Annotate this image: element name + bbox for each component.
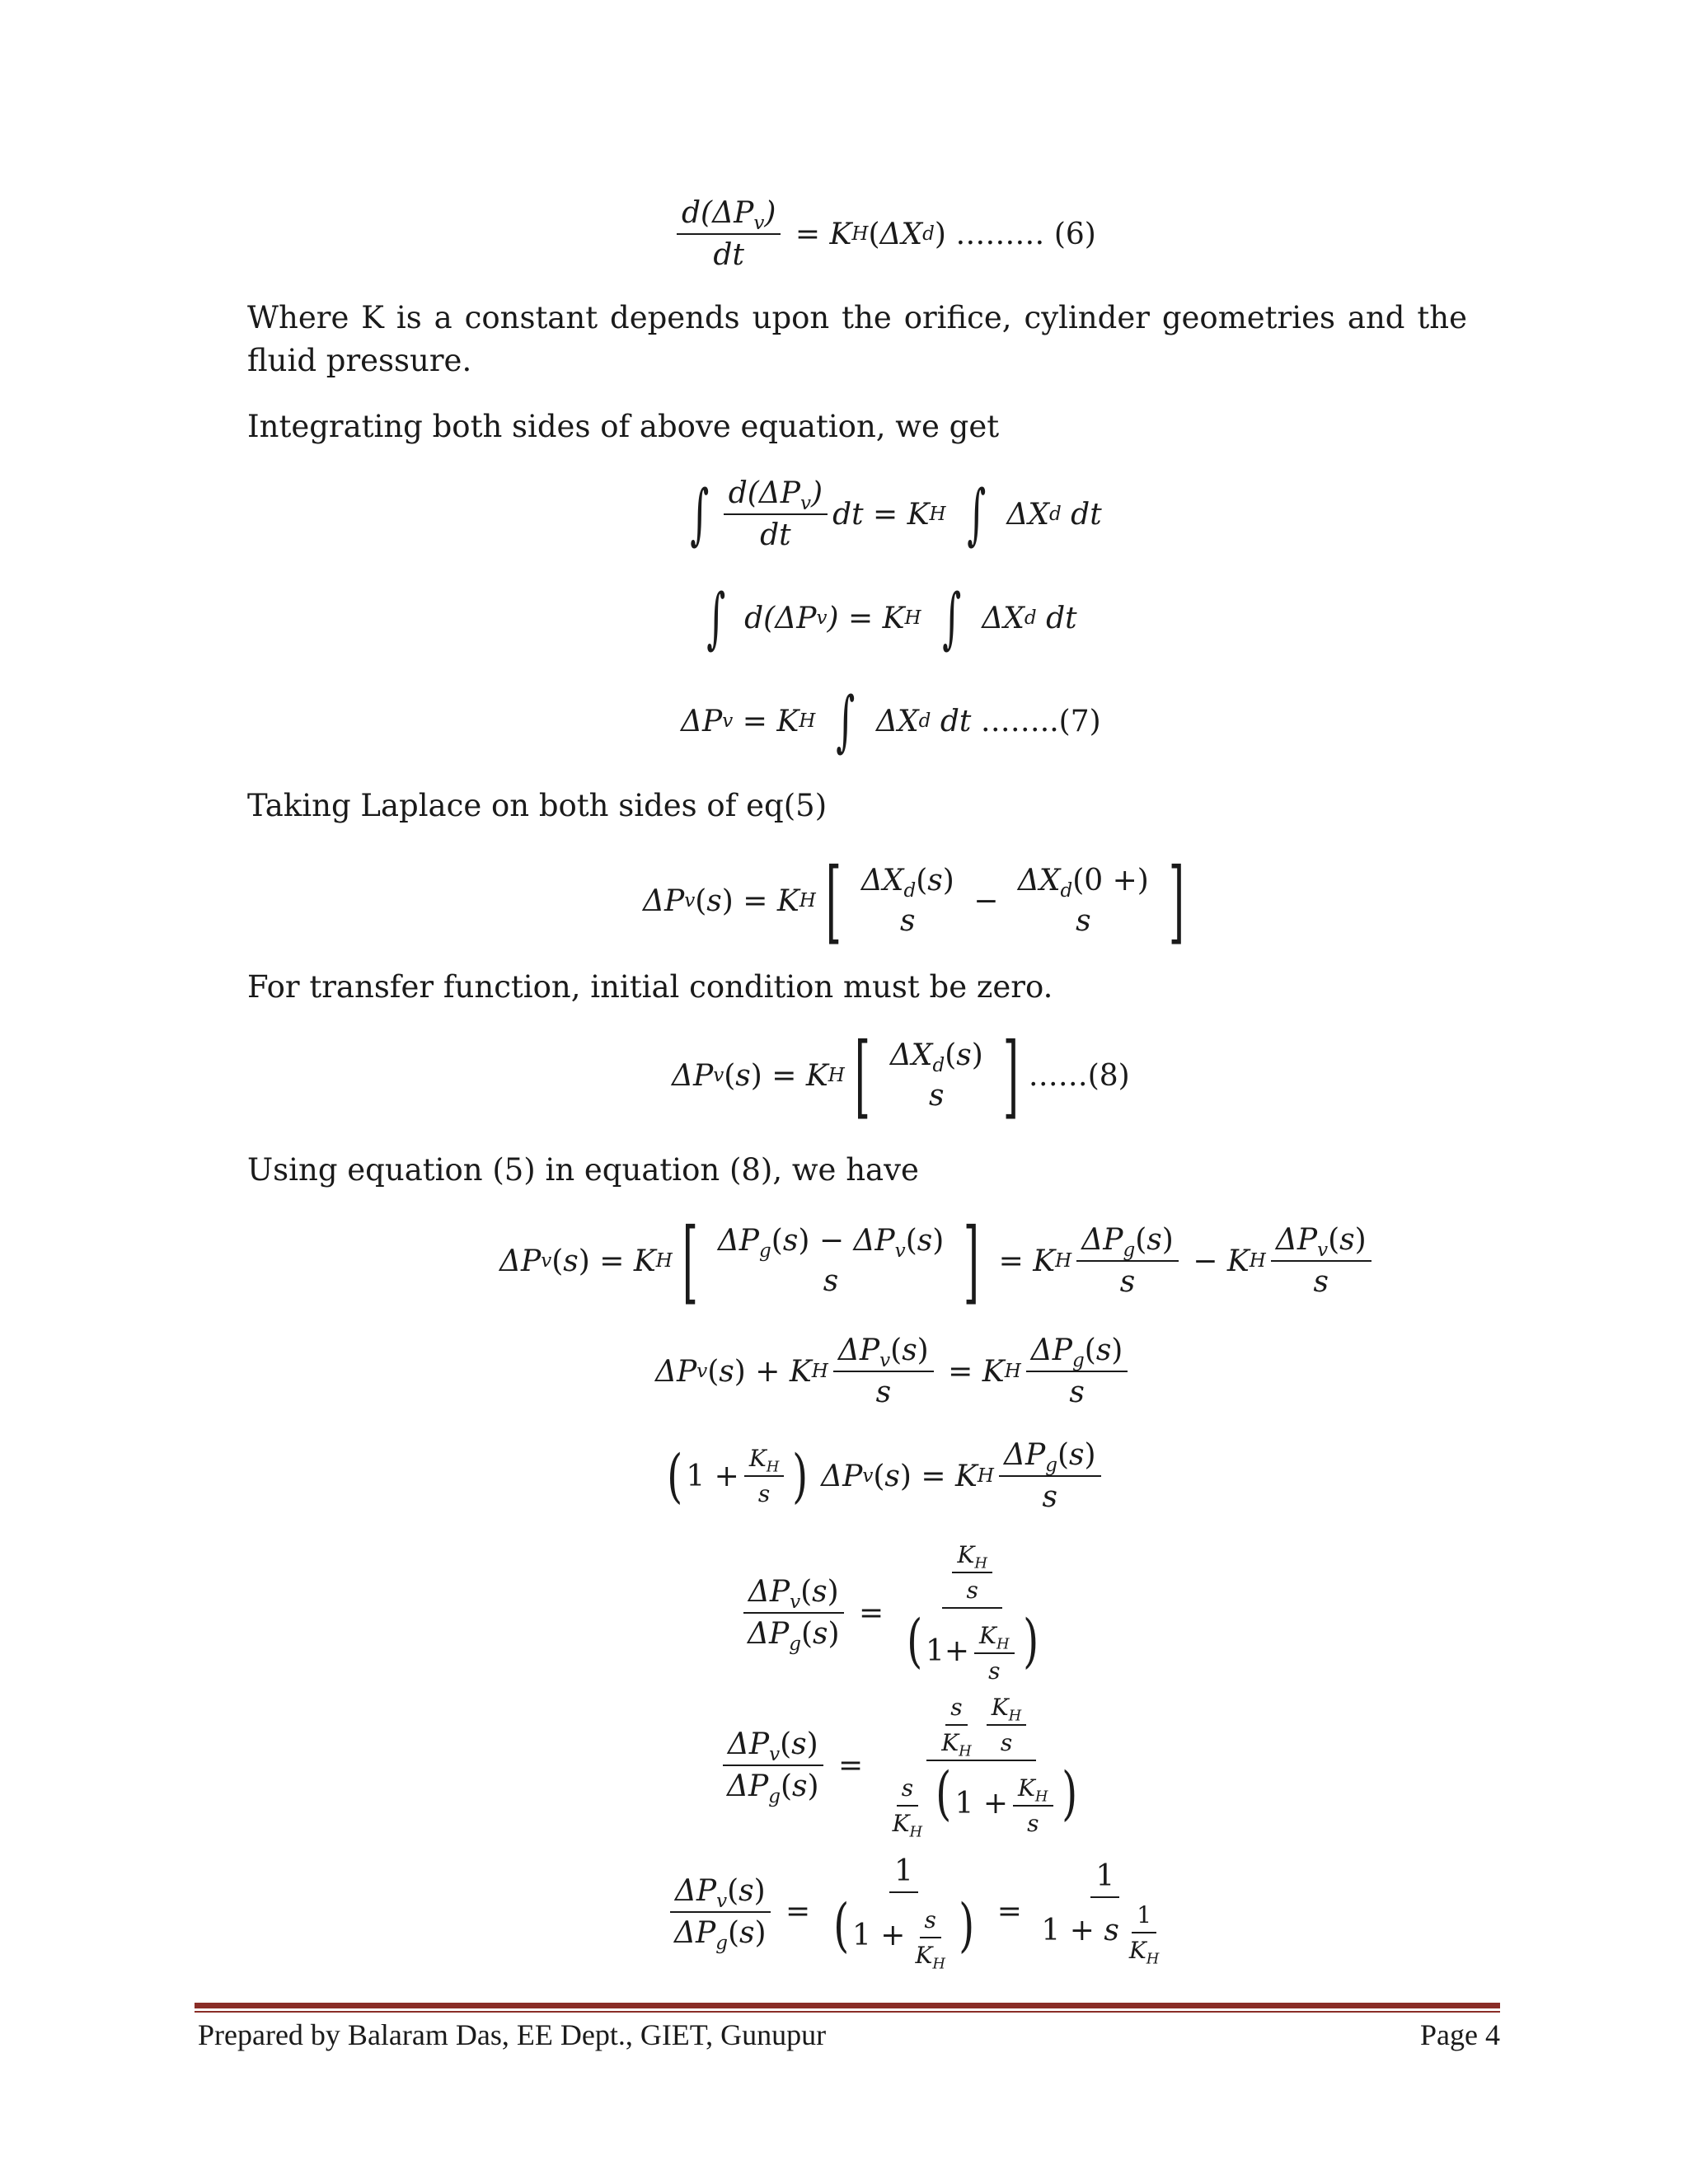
final-transfer-function: $\frac{\Delta P_v(s)}{\Delta P_g(s)}$ = 1 ( 1 + $\frac{s}{K_H}$ ) = 1 1 + s $\frac{1}{K_H}$ [664,1854,1179,1969]
rearranged-equation: ( 1 + $\frac{K_H}{s}$ ) ΔP v ( s ) = K H $\frac{\Delta P_g(s)}{s}$ [663,1438,1106,1514]
equation-tag: ……(8) [1028,1058,1130,1093]
footer-rule [195,2003,1500,2008]
transfer-function-step: $\frac{\Delta P_v(s)}{\Delta P_g(s)}$ = $\frac{s}{K_H}$ $\frac{K_H}{s}$ $\frac{s}{K_H}$ ( 1 + $\frac{K_H}{s}$ ) [717,1694,1090,1837]
equation-tag: ……… (6) [955,217,1096,251]
equation-6: $\frac{d(\Delta P_v)}{dt}$ = K H ( ΔX d ) ……… (6) [672,196,1096,272]
footer-author: Prepared by Balaram Das, EE Dept., GIET, Gunupur [198,2018,827,2051]
equation-8: ΔP v ( s ) = K H [ $\Delta X_d(s)$ s ] ……(8) [672,1023,1130,1128]
laplace-equation: ΔP v ( s ) = K H [ $\Delta X_d(s)$ s − $\Delta X_d(0$ +) s ] [643,848,1184,954]
equation-tag: ……..(7) [980,704,1101,738]
paragraph: Taking Laplace on both sides of eq(5) [247,788,828,823]
substitution-equation: ΔP v ( s ) = K H [ $\Delta P_g(s) - \Delta P_v(s)$ s ] = K H $\frac{\Delta P_g(s)}{s}$ − K H $\frac{\Delta P_v(s)}{s}$ [499,1216,1376,1306]
integral-equation: ∫ d(ΔP v ) = K H ∫ ΔX d dt [706,579,1077,656]
paragraph: Where K is a constant depends upon the orifice, cylinder geometries and the fluid pressure. [247,300,1467,378]
page-number: Page 4 [1420,2018,1500,2051]
fraction: $\frac{d(\Delta P_v)}{dt}$ [677,196,781,272]
rearranged-equation: ΔP v ( s ) + K H $\frac{\Delta P_v(s)}{s}$ = K H $\frac{\Delta P_g(s)}{s}$ [655,1333,1132,1409]
footer-rule-thin [195,2011,1500,2013]
transfer-function-step: $\frac{\Delta P_v(s)}{\Delta P_g(s)}$ = $\frac{K_H}{s}$ ( 1+ $\frac{K_H}{s}$ ) [738,1541,1052,1685]
paragraph: For transfer function, initial condition must be zero. [247,969,1053,1005]
paragraph: Using equation (5) in equation (8), we have [247,1152,919,1188]
paragraph: Integrating both sides of above equation, we get [247,409,1000,444]
equation-7: ΔP v = K H ∫ ΔX d dt ……..(7) [681,682,1101,759]
integral-equation: ∫ $\frac{d(\Delta P_v)}{dt}$ dt = K H ∫ ΔX d dt [690,476,1102,552]
